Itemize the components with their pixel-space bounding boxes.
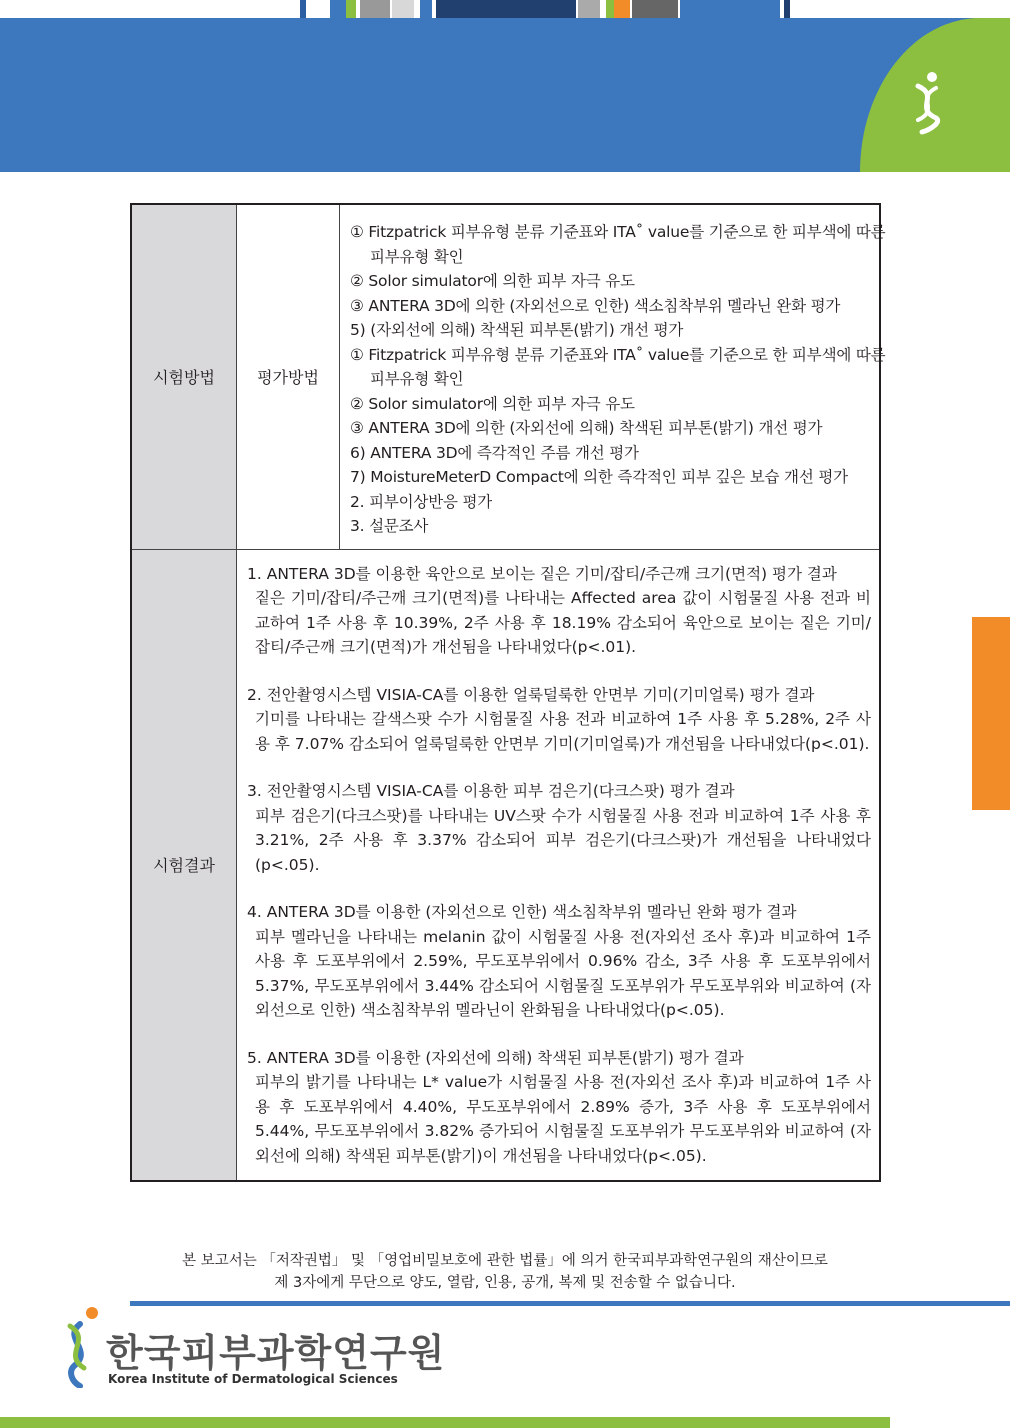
institute-logo: [58, 1306, 446, 1390]
results-list: [237, 550, 879, 1181]
method-content: [340, 204, 886, 549]
result-item: [247, 562, 871, 660]
method-line: 피부유형 확인: [370, 370, 464, 388]
result-item: [247, 1046, 871, 1169]
result-item: [247, 900, 871, 1023]
dna-logo-icon: [58, 1306, 104, 1388]
result-title: 5. ANTERA 3D를 이용한 (자외선에 의해) 착색된 피부톤(밝기) 평가 결과: [247, 1048, 744, 1067]
result-title: 3. 전안촬영시스템 VISIA-CA를 이용한 피부 검은기(다크스팟) 평가 결과: [247, 782, 735, 800]
result-item: [247, 779, 871, 877]
method-list: [340, 205, 886, 549]
report-table: [130, 203, 886, 1182]
result-title: 4. ANTERA 3D를 이용한 (자외선으로 인한) 색소침착부위 멜라닌 완화 평가 결과: [247, 903, 797, 921]
method-line: ② Solor simulator에 의한 피부 자극 유도: [350, 394, 635, 413]
method-line: 5) (자외선에 의해) 착색된 피부톤(밝기) 개선 평가: [350, 321, 684, 339]
method-line: 피부유형 확인: [370, 247, 464, 266]
result-item: [247, 683, 871, 757]
result-title: 2. 전안촬영시스템 VISIA-CA를 이용한 얼룩덜룩한 안면부 기미(기미얼룩) 평가 결과: [247, 685, 815, 704]
result-body: 피부 멜라닌을 나타내는 melanin 값이 시험물질 사용 전(자외선 조사 후)과 비교하여 1주 사용 후 도포부위에서 2.59%, 무도포부위에서 0.96% 감소, 3주 사용 후 도포부위에서 5.37%, 무도포부위에서 3.44% 감소되어 시험물질 도포부위가 무도포부위와 비교하여 (자외선으로 인한) 색소침착부위 멜라닌이 완화됨을 나타내었다(p<.05).: [255, 927, 871, 1019]
notice-line-1: 본 보고서는 「저작권법」 및 「영업비밀보호에 관한 법률」에 의거 한국피부과학연구원의 재산이므로: [182, 1253, 828, 1269]
header-blue-band: [0, 18, 1010, 172]
notice-line-2: 제 3자에게 무단으로 양도, 열람, 인용, 공개, 복제 및 전송할 수 없습니다.: [274, 1275, 736, 1291]
method-line: ① Fitzpatrick 피부유형 분류 기준표와 ITA˚ value를 기준으로 한 피부색에 따른: [350, 345, 886, 364]
logo-korean-name: 한국피부과학연구원: [106, 1331, 446, 1375]
method-line: ② Solor simulator에 의한 피부 자극 유도: [350, 272, 635, 290]
page-header: [0, 0, 1010, 172]
result-body: 피부 검은기(다크스팟)를 나타내는 UV스팟 수가 시험물질 사용 전과 비교하여 1주 사용 후 3.21%, 2주 사용 후 3.37% 감소되어 피부 검은기(다크스팟)가 개선됨을 나타내었다(p<.05).: [255, 806, 871, 874]
method-line: 7) MoistureMeterD Compact에 의한 즉각적인 피부 깊은 보습 개선 평가: [350, 468, 848, 486]
method-line: 6) ANTERA 3D에 즉각적인 주름 개선 평가: [350, 443, 639, 462]
method-label: 시험방법: [131, 204, 237, 549]
results-content: [237, 549, 881, 1181]
header-color-stripes: [0, 0, 1010, 18]
result-body: 기미를 나타내는 갈색스팟 수가 시험물질 사용 전과 비교하여 1주 사용 후 5.28%, 2주 사용 후 7.07% 감소되어 얼룩덜룩한 안면부 기미(기미얼룩)가 개선됨을 나타내었다(p<.01).: [255, 710, 871, 753]
copyright-notice: [0, 1250, 1010, 1294]
method-line: ③ ANTERA 3D에 의한 (자외선으로 인한) 색소침착부위 멜라닌 완화 평가: [350, 296, 841, 315]
result-body: 피부의 밝기를 나타내는 L* value가 시험물질 사용 전(자외선 조사 후)과 비교하여 1주 사용 후 도포부위에서 4.40%, 무도포부위에서 2.89% 증가, 3주 사용 후 도포부위에서 5.44%, 무도포부위에서 3.82% 증가되어 시험물질 도포부위가 무도포부위와 비교하여 (자외선에 의해) 착색된 피부톤(밝기)이 개선됨을 나타내었다(p<.05).: [255, 1073, 871, 1165]
method-row: [131, 204, 880, 549]
footer-green-bar: [0, 1417, 890, 1428]
results-row: [131, 549, 880, 1181]
method-line: ③ ANTERA 3D에 의한 (자외선에 의해) 착색된 피부톤(밝기) 개선 평가: [350, 419, 823, 437]
method-line: 3. 설문조사: [350, 517, 429, 535]
method-line: ① Fitzpatrick 피부유형 분류 기준표와 ITA˚ value를 기준으로 한 피부색에 따른: [350, 223, 886, 241]
side-tab: [972, 617, 1010, 810]
method-sublabel: 평가방법: [237, 204, 340, 549]
method-line: 2. 피부이상반응 평가: [350, 492, 493, 511]
result-body: 짙은 기미/잡티/주근깨 크기(면적)를 나타내는 Affected area 값이 시험물질 사용 전과 비교하여 1주 사용 후 10.39%, 2주 사용 후 18.19% 감소되어 육안으로 보이는 짙은 기미/잡티/주근깨 크기(면적)가 개선됨을 나타내었다(p<.01).: [255, 589, 871, 656]
dna-figure-icon: [910, 70, 944, 136]
results-label: 시험결과: [131, 549, 237, 1181]
result-title: 1. ANTERA 3D를 이용한 육안으로 보이는 짙은 기미/잡티/주근깨 크기(면적) 평가 결과: [247, 564, 837, 583]
logo-english-name: Korea Institute of Dermatological Sciences: [108, 1372, 398, 1386]
